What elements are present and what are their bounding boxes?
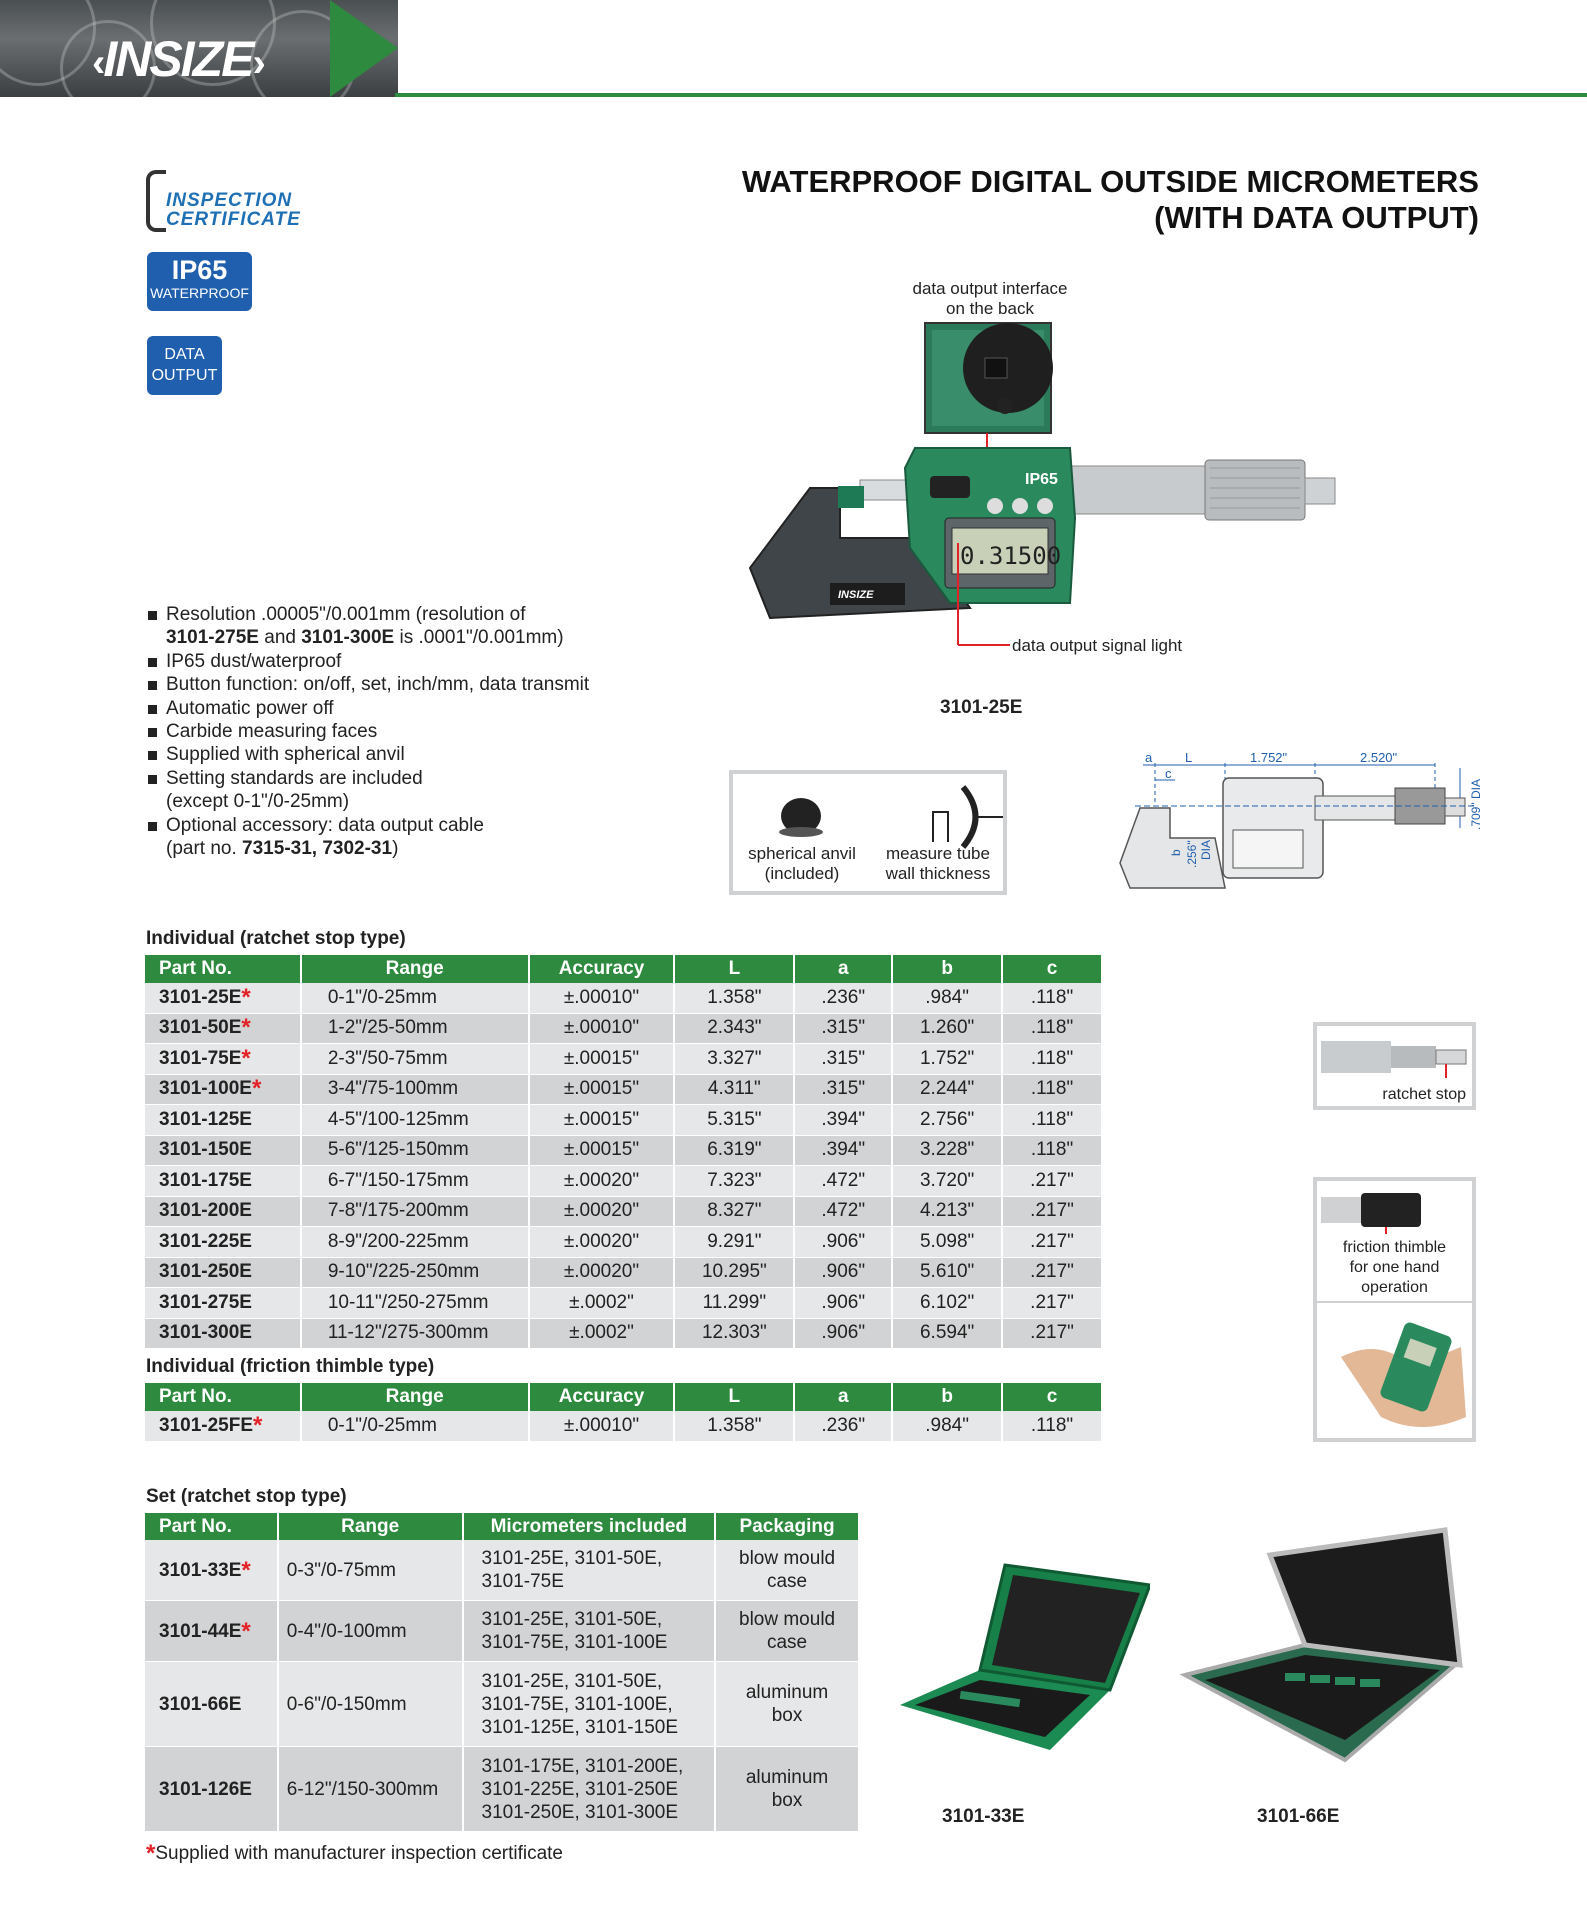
column-header: Part No.: [145, 1383, 301, 1411]
feature-text: and: [258, 627, 302, 649]
table-cell: 3-4"/75-100mm: [301, 1074, 529, 1105]
table-cell: 9-10"/225-250mm: [301, 1257, 529, 1288]
feature-item: [148, 673, 708, 696]
feature-item: [148, 743, 708, 766]
table-cell: 6-7"/150-175mm: [301, 1166, 529, 1197]
part-number-cell: 3101-125E: [145, 1105, 301, 1136]
part-number-cell: 3101-150E: [145, 1135, 301, 1166]
table-cell: ±.00010": [529, 1013, 675, 1044]
table-cell: ±.0002": [529, 1288, 675, 1319]
spherical-anvil-icon: [773, 788, 833, 838]
column-header: c: [1002, 955, 1102, 983]
part-number-cell: 3101-33E*: [145, 1540, 278, 1601]
table-cell: .472": [794, 1166, 892, 1197]
column-header: Part No.: [145, 1513, 278, 1540]
table-cell: 6.102": [892, 1288, 1002, 1319]
table-cell: ±.00020": [529, 1257, 675, 1288]
case-label-66e: 3101-66E: [1257, 1806, 1340, 1827]
feature-text: (except 0-1"/0-25mm): [166, 791, 350, 813]
anvil-caption: spherical anvil (included): [748, 844, 856, 883]
part-number-cell: 3101-100E*: [145, 1074, 301, 1105]
column-header: Accuracy: [529, 955, 675, 983]
signal-light-caption: data output signal light: [1012, 636, 1183, 655]
table-cell: .394": [794, 1135, 892, 1166]
dimension-diagram: [1115, 748, 1485, 898]
feature-text: Supplied with spherical anvil: [166, 744, 405, 766]
certificate-star: *: [241, 1617, 251, 1645]
table-cell: .118": [1002, 1135, 1102, 1166]
ratchet-stop-box: ratchet stop: [1313, 1022, 1476, 1110]
table-row: [145, 983, 1102, 1013]
table-cell: .217": [1002, 1318, 1102, 1349]
table-cell: 6.319": [674, 1135, 794, 1166]
table-cell: .394": [794, 1105, 892, 1136]
table-cell: 1.358": [674, 983, 794, 1013]
tube-wall-icon: [883, 782, 1003, 852]
page-title: WATERPROOF DIGITAL OUTSIDE MICROMETERS: [741, 164, 1479, 199]
feature-text: Resolution .00005"/0.001mm (resolution of: [166, 604, 526, 625]
included-cell: 3101-25E, 3101-50E, 3101-75E: [463, 1540, 716, 1601]
table-row: [145, 1044, 1102, 1075]
lcd-readout: 0.31500: [960, 542, 1062, 570]
table-row: [145, 1196, 1102, 1227]
table-cell: .472": [794, 1196, 892, 1227]
section-set: Set (ratchet stop type): [146, 1486, 347, 1507]
feature-text: Button function: on/off, set, inch/mm, data transmit: [166, 674, 590, 696]
table-cell: 1.260": [892, 1013, 1002, 1044]
table-cell: 4-5"/100-125mm: [301, 1105, 529, 1136]
column-header: Range: [301, 955, 529, 983]
part-number-cell: 3101-50E*: [145, 1013, 301, 1044]
feature-text: 3101-300E: [301, 627, 395, 649]
certificate-star: *: [241, 1044, 251, 1072]
table-cell: 2.756": [892, 1105, 1002, 1136]
table-cell: 1.358": [674, 1411, 794, 1441]
friction-thimble-image: [1321, 1189, 1471, 1234]
certificate-star: *: [241, 1014, 251, 1042]
set-spec-table: [145, 1513, 860, 1832]
feature-text: ): [392, 838, 399, 860]
certificate-star: *: [253, 1411, 263, 1439]
table-row: [145, 1166, 1102, 1197]
table-cell: .217": [1002, 1257, 1102, 1288]
part-number-cell: 3101-75E*: [145, 1044, 301, 1075]
table-cell: 5.315": [674, 1105, 794, 1136]
column-header: Micrometers included: [463, 1513, 716, 1540]
packaging-cell: aluminum box: [715, 1747, 859, 1832]
header-arrow-shape: [330, 0, 398, 97]
table-cell: .315": [794, 1013, 892, 1044]
table-cell: 10-11"/250-275mm: [301, 1288, 529, 1319]
certificate-star: *: [251, 1075, 262, 1103]
table-cell: .236": [794, 983, 892, 1013]
svg-text:a: a: [1145, 750, 1153, 765]
table-cell: .217": [1002, 1288, 1102, 1319]
table-row: [145, 1318, 1102, 1349]
table-cell: 0-1"/0-25mm: [301, 1411, 529, 1441]
friction-thimble-box: friction thimble for one hand operation: [1313, 1177, 1476, 1442]
section-ratchet-individual: Individual (ratchet stop type): [146, 928, 406, 949]
hand-operation-image: [1321, 1307, 1471, 1437]
footnote: *Supplied with manufacturer inspection certificate: [146, 1840, 563, 1867]
header-rule: [395, 93, 1587, 97]
certificate-star: *: [241, 983, 251, 1011]
table-cell: .217": [1002, 1227, 1102, 1258]
table-cell: .984": [892, 983, 1002, 1013]
svg-text:L: L: [1185, 750, 1193, 765]
inspection-certificate-badge: [146, 170, 326, 230]
table-cell: 8.327": [674, 1196, 794, 1227]
part-number-cell: 3101-25FE*: [145, 1411, 301, 1441]
interface-caption: data output interface on the back: [912, 279, 1068, 318]
table-cell: 5-6"/125-150mm: [301, 1135, 529, 1166]
table-row: [145, 1074, 1102, 1105]
table-row: [145, 1411, 1102, 1441]
included-cell: 3101-25E, 3101-50E, 3101-75E, 3101-100E: [463, 1601, 716, 1662]
feature-text: 3101-275E: [166, 627, 259, 649]
feature-list: [148, 603, 708, 860]
range-cell: 6-12"/150-300mm: [278, 1747, 463, 1832]
table-cell: ±.00015": [529, 1074, 675, 1105]
ip65-badge: IP65 WATERPROOF: [147, 252, 252, 311]
table-cell: 2.343": [674, 1013, 794, 1044]
table-cell: 12.303": [674, 1318, 794, 1349]
table-row: [145, 1747, 859, 1832]
table-cell: 1-2"/25-50mm: [301, 1013, 529, 1044]
brand-logo: ‹INSIZE›: [92, 31, 264, 87]
table-cell: 4.311": [674, 1074, 794, 1105]
table-cell: ±.00020": [529, 1227, 675, 1258]
case-3101-66e-image: [1175, 1525, 1465, 1775]
tube-caption: measure tube wall thickness: [885, 844, 991, 883]
feature-text: Setting standards are included: [166, 767, 423, 789]
table-cell: ±.00015": [529, 1105, 675, 1136]
packaging-cell: aluminum box: [715, 1662, 859, 1747]
part-number-cell: 3101-126E: [145, 1747, 278, 1832]
table-cell: .236": [794, 1411, 892, 1441]
feature-item: [148, 650, 708, 673]
column-header: c: [1002, 1383, 1102, 1411]
table-row: [145, 1135, 1102, 1166]
column-header: Part No.: [145, 955, 301, 983]
packaging-cell: blow mould case: [715, 1540, 859, 1601]
table-cell: .118": [1002, 1044, 1102, 1075]
table-row: [145, 1227, 1102, 1258]
column-header: b: [892, 1383, 1002, 1411]
part-number-cell: 3101-200E: [145, 1196, 301, 1227]
feature-item: [148, 790, 708, 813]
table-row: [145, 1540, 859, 1601]
section-friction-individual: Individual (friction thimble type): [146, 1356, 435, 1377]
table-cell: ±.00015": [529, 1044, 675, 1075]
column-header: Accuracy: [529, 1383, 675, 1411]
part-number-cell: 3101-175E: [145, 1166, 301, 1197]
svg-text:b: b: [1169, 849, 1183, 856]
anvil-accessory-box: [729, 770, 1007, 895]
svg-text:DIA: DIA: [1199, 839, 1213, 860]
table-cell: 11.299": [674, 1288, 794, 1319]
table-cell: 5.098": [892, 1227, 1002, 1258]
table-cell: ±.0002": [529, 1318, 675, 1349]
table-cell: ±.00020": [529, 1196, 675, 1227]
main-model-label: 3101-25E: [940, 697, 1023, 718]
table-cell: .906": [794, 1257, 892, 1288]
svg-text:INSIZE: INSIZE: [838, 589, 874, 601]
feature-item: [148, 603, 708, 626]
table-row: [145, 1601, 859, 1662]
table-cell: 10.295": [674, 1257, 794, 1288]
column-header: Range: [301, 1383, 529, 1411]
page-subtitle: (WITH DATA OUTPUT): [1154, 200, 1479, 235]
table-cell: 3.228": [892, 1135, 1002, 1166]
table-cell: 7.323": [674, 1166, 794, 1197]
table-row: [145, 1013, 1102, 1044]
table-cell: ±.00010": [529, 983, 675, 1013]
table-cell: .118": [1002, 1074, 1102, 1105]
table-cell: 7-8"/175-200mm: [301, 1196, 529, 1227]
table-cell: .315": [794, 1074, 892, 1105]
table-cell: 5.610": [892, 1257, 1002, 1288]
column-header: a: [794, 1383, 892, 1411]
table-cell: .984": [892, 1411, 1002, 1441]
column-header: b: [892, 955, 1002, 983]
table-row: [145, 1105, 1102, 1136]
feature-text: Automatic power off: [166, 697, 334, 719]
feature-text: Optional accessory: data output cable: [166, 814, 484, 836]
feature-item: [148, 814, 708, 837]
part-number-cell: 3101-225E: [145, 1227, 301, 1258]
table-cell: 11-12"/275-300mm: [301, 1318, 529, 1349]
range-cell: 0-3"/0-75mm: [278, 1540, 463, 1601]
table-cell: .906": [794, 1227, 892, 1258]
certificate-star: *: [241, 1556, 251, 1584]
included-cell: 3101-175E, 3101-200E, 3101-225E, 3101-250E 3101-250E, 3101-300E: [463, 1747, 716, 1832]
ratchet-stop-image: [1321, 1036, 1471, 1081]
range-cell: 0-6"/0-150mm: [278, 1662, 463, 1747]
table-cell: .118": [1002, 1105, 1102, 1136]
table-cell: .217": [1002, 1196, 1102, 1227]
cert-line-2: CERTIFICATE: [166, 209, 301, 230]
feature-text: IP65 dust/waterproof: [166, 650, 342, 672]
svg-text:c: c: [1165, 766, 1172, 781]
data-output-badge: DATA OUTPUT: [147, 336, 222, 395]
case-3101-33e-image: [880, 1555, 1150, 1765]
table-cell: .315": [794, 1044, 892, 1075]
feature-item: [148, 837, 708, 860]
range-cell: 0-4"/0-100mm: [278, 1601, 463, 1662]
case-label-33e: 3101-33E: [942, 1806, 1025, 1827]
table-cell: ±.00020": [529, 1166, 675, 1197]
feature-text: is .0001"/0.001mm): [394, 627, 564, 649]
table-cell: .906": [794, 1318, 892, 1349]
feature-item: [148, 697, 708, 720]
table-cell: ±.00015": [529, 1135, 675, 1166]
feature-item: [148, 720, 708, 743]
table-row: [145, 1288, 1102, 1319]
cert-line-1: INSPECTION: [166, 190, 293, 211]
table-cell: 3.720": [892, 1166, 1002, 1197]
table-cell: .906": [794, 1288, 892, 1319]
table-cell: .118": [1002, 1411, 1102, 1441]
table-cell: .118": [1002, 1013, 1102, 1044]
table-cell: 0-1"/0-25mm: [301, 983, 529, 1013]
svg-text:IP65: IP65: [1025, 471, 1058, 488]
feature-text: 7315-31, 7302-31: [242, 838, 393, 860]
table-cell: 8-9"/200-225mm: [301, 1227, 529, 1258]
svg-text:.256": .256": [1185, 840, 1199, 868]
table-cell: 1.752": [892, 1044, 1002, 1075]
table-cell: 6.594": [892, 1318, 1002, 1349]
column-header: L: [674, 1383, 794, 1411]
feature-item: [148, 767, 708, 790]
column-header: a: [794, 955, 892, 983]
ratchet-spec-table: [145, 955, 1103, 1349]
included-cell: 3101-25E, 3101-50E, 3101-75E, 3101-100E, 3101-125E, 3101-150E: [463, 1662, 716, 1747]
part-number-cell: 3101-300E: [145, 1318, 301, 1349]
table-row: [145, 1257, 1102, 1288]
table-cell: .217": [1002, 1166, 1102, 1197]
micrometer-illustration: [740, 318, 1340, 668]
table-cell: 2-3"/50-75mm: [301, 1044, 529, 1075]
feature-text: (part no.: [166, 838, 243, 860]
table-cell: ±.00010": [529, 1411, 675, 1441]
column-header: Range: [278, 1513, 463, 1540]
part-number-cell: 3101-25E*: [145, 983, 301, 1013]
part-number-cell: 3101-250E: [145, 1257, 301, 1288]
table-cell: 2.244": [892, 1074, 1002, 1105]
feature-text: Carbide measuring faces: [166, 721, 378, 743]
table-row: [145, 1662, 859, 1747]
feature-item: [148, 626, 708, 649]
svg-text:1.752": 1.752": [1250, 750, 1288, 765]
table-cell: 4.213": [892, 1196, 1002, 1227]
part-number-cell: 3101-44E*: [145, 1601, 278, 1662]
column-header: L: [674, 955, 794, 983]
table-cell: 3.327": [674, 1044, 794, 1075]
part-number-cell: 3101-275E: [145, 1288, 301, 1319]
column-header: Packaging: [715, 1513, 859, 1540]
svg-text:.709" DIA: .709" DIA: [1469, 779, 1483, 830]
svg-text:2.520": 2.520": [1360, 750, 1398, 765]
packaging-cell: blow mould case: [715, 1601, 859, 1662]
friction-spec-table: [145, 1383, 1103, 1442]
part-number-cell: 3101-66E: [145, 1662, 278, 1747]
table-cell: 9.291": [674, 1227, 794, 1258]
table-cell: .118": [1002, 983, 1102, 1013]
